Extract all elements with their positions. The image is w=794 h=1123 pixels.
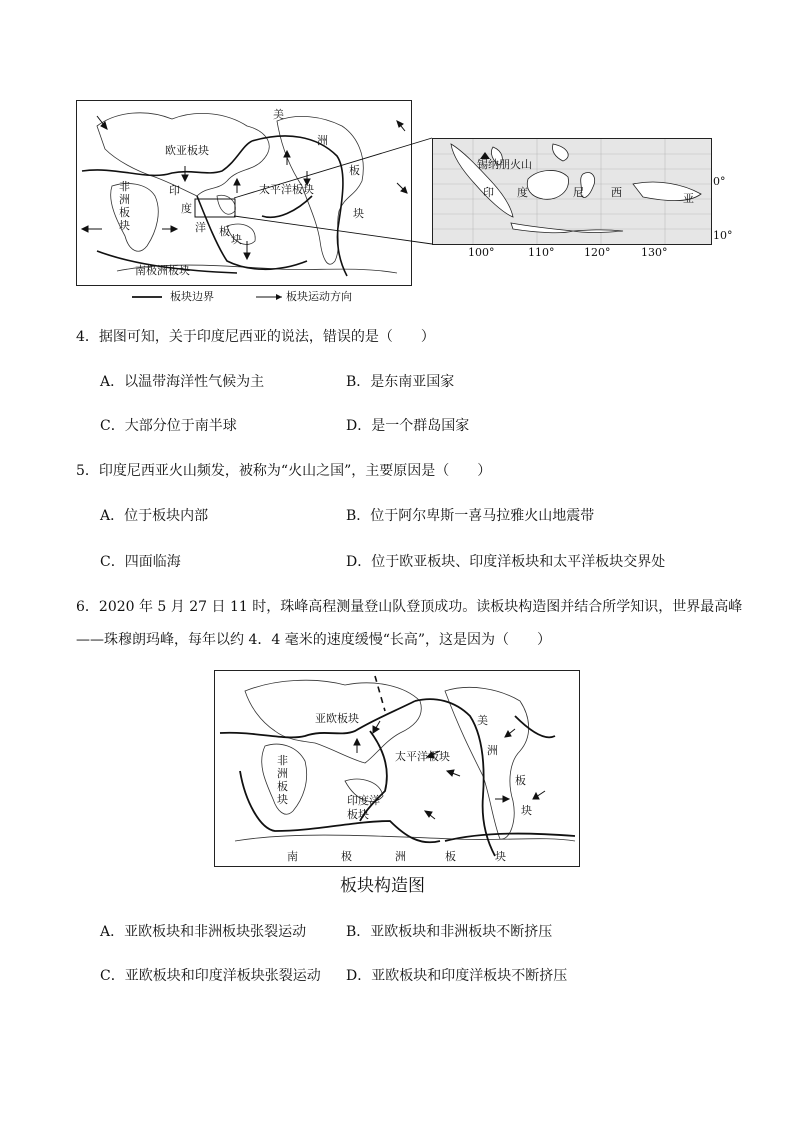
map2-label-africa-4: 块 (277, 793, 288, 806)
q6-option-a[interactable]: A．亚欧板块和非洲板块张裂运动 (100, 924, 307, 940)
label-america-4: 块 (353, 207, 364, 220)
q4-option-d[interactable]: D．是一个群岛国家 (346, 418, 470, 434)
q4-option-a[interactable]: A．以温带海洋性气候为主 (100, 374, 265, 390)
lat-label-10: 10° (713, 229, 733, 242)
q5-option-d[interactable]: D．位于欧亚板块、印度洋板块和太平洋板块交界处 (346, 554, 666, 570)
q6-option-d[interactable]: D．亚欧板块和印度洋板块不断挤压 (346, 968, 568, 984)
label-antarctic-plate: 南极洲板块 (135, 264, 190, 277)
map2-label-antarctic-5: 块 (495, 850, 506, 863)
label-sinabung-volcano: 锡纳朋火山 (477, 158, 532, 171)
q5-option-c[interactable]: C．四面临海 (100, 554, 181, 570)
lon-label-130: 130° (641, 246, 668, 259)
label-africa-1: 非 (119, 180, 130, 193)
label-eurasia-plate: 欧亚板块 (165, 144, 209, 157)
map2-label-africa-2: 洲 (277, 767, 288, 780)
label-africa-3: 板 (119, 206, 130, 219)
map2-label-eurasia: 亚欧板块 (315, 712, 359, 725)
label-indian-2: 度 (181, 202, 192, 215)
label-indian-4: 板 (219, 225, 230, 238)
label-indonesia-1: 印 (483, 186, 494, 199)
legend-boundary-label: 板块边界 (170, 290, 214, 303)
label-indian-5: 块 (231, 233, 242, 246)
label-indonesia-2: 度 (517, 186, 528, 199)
map2-caption: 板块构造图 (340, 876, 425, 896)
lat-label-0: 0° (713, 175, 726, 188)
label-africa-2: 洲 (119, 193, 130, 206)
map2-label-antarctic-3: 洲 (395, 850, 406, 863)
map2-label-africa-1: 非 (277, 754, 288, 767)
label-america-1: 美 (273, 108, 284, 121)
q6-stem-line2: ——珠穆朗玛峰，每年以约 4．4 毫米的速度缓慢“长高”，这是因为（ ） (76, 632, 552, 648)
map2-label-africa-3: 板 (277, 780, 288, 793)
label-america-3: 板 (349, 164, 360, 177)
label-indonesia-3: 尼 (573, 186, 584, 199)
map2-label-antarctic-4: 板 (445, 850, 456, 863)
q6-stem-line1: 6．2020 年 5 月 27 日 11 时，珠峰高程测量登山队登顶成功。读板块构造图并结合所学知识，世界最高峰 (76, 599, 743, 615)
q4-option-c[interactable]: C．大部分位于南半球 (100, 418, 237, 434)
q4-option-b[interactable]: B．是东南亚国家 (346, 374, 455, 390)
map-legend (132, 290, 372, 306)
q5-stem: 5．印度尼西亚火山频发，被称为“火山之国”，主要原因是（ ） (76, 463, 492, 479)
label-africa-4: 块 (119, 219, 130, 232)
q6-option-b[interactable]: B．亚欧板块和非洲板块不断挤压 (346, 924, 553, 940)
map2-label-america-1: 美 (477, 714, 488, 727)
q4-stem: 4．据图可知，关于印度尼西亚的说法，错误的是（ ） (76, 329, 435, 345)
lon-label-110: 110° (528, 246, 555, 259)
q6-option-c[interactable]: C．亚欧板块和印度洋板块张裂运动 (100, 968, 321, 984)
map2-label-america-4: 块 (521, 804, 532, 817)
label-indonesia-4: 西 (611, 186, 622, 199)
label-indian-1: 印 (169, 184, 180, 197)
plate-map-2 (214, 670, 580, 867)
map2-label-antarctic-1: 南 (287, 850, 298, 863)
label-pacific-plate: 太平洋板块 (259, 183, 314, 196)
indonesia-inset-map (432, 138, 712, 245)
lon-label-100: 100° (468, 246, 495, 259)
q5-option-b[interactable]: B．位于阿尔卑斯一喜马拉雅火山地震带 (346, 508, 595, 524)
label-america-2: 洲 (317, 134, 328, 147)
label-indonesia-5: 亚 (683, 192, 694, 205)
q5-option-a[interactable]: A．位于板块内部 (100, 508, 209, 524)
label-indian-3: 洋 (195, 221, 206, 234)
legend-direction-label: 板块运动方向 (286, 290, 352, 303)
map2-label-antarctic-2: 极 (341, 850, 352, 863)
map2-label-america-3: 板 (515, 774, 526, 787)
map2-label-indian-1: 印度洋 (347, 794, 380, 807)
lon-label-120: 120° (584, 246, 611, 259)
map2-label-indian-2: 板块 (347, 808, 369, 821)
plate-map-2-drawing (215, 671, 579, 866)
map2-label-pacific: 太平洋板块 (395, 750, 450, 763)
inset-drawing (433, 139, 711, 244)
map2-label-america-2: 洲 (487, 744, 498, 757)
